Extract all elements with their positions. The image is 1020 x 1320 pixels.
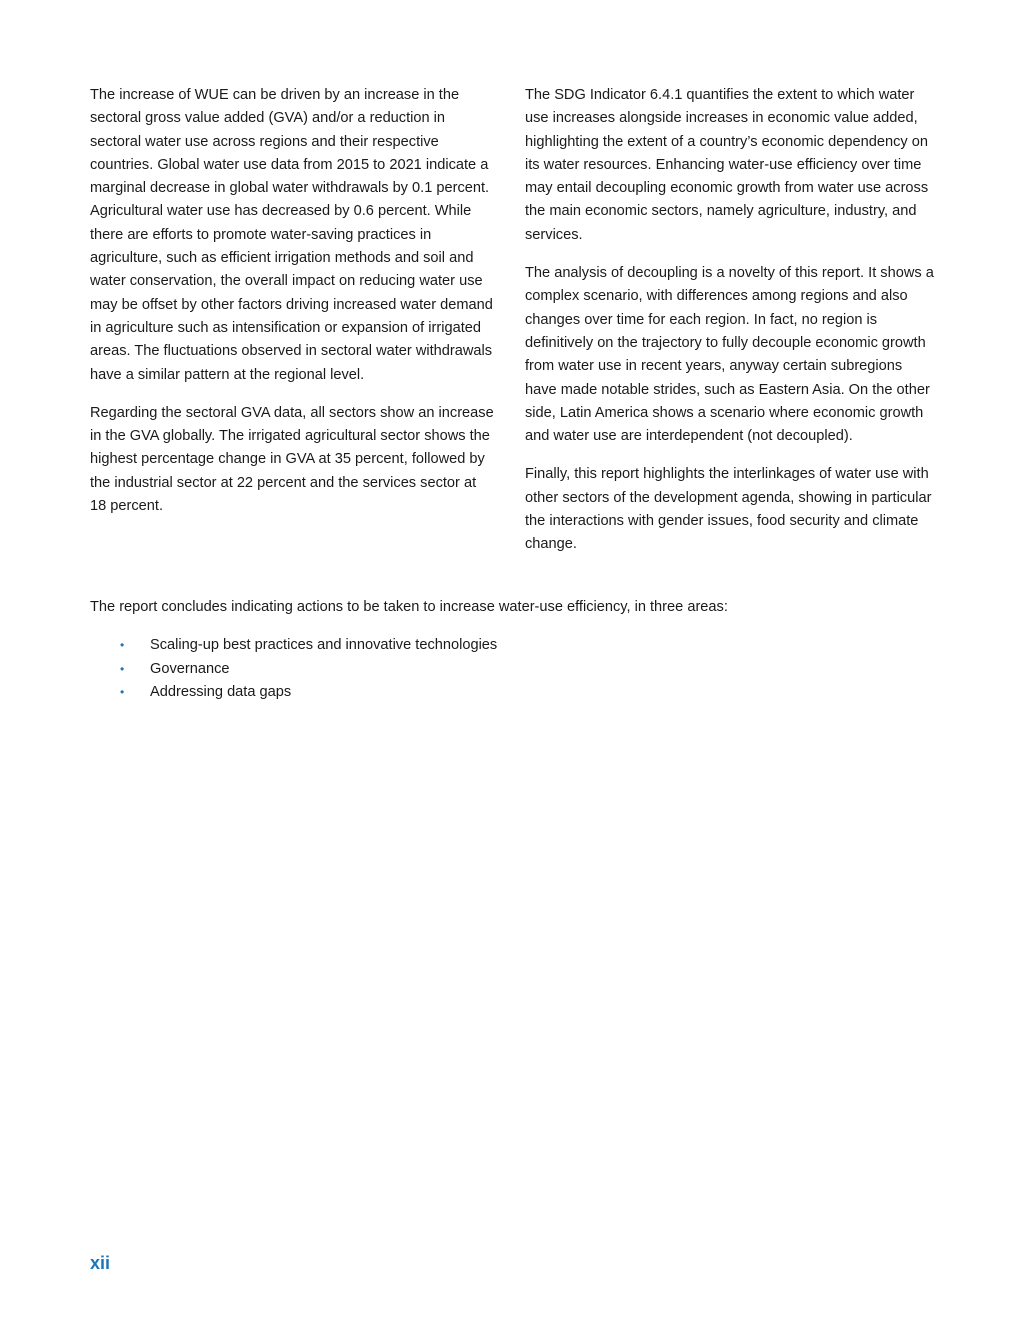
- right-column: [525, 84, 935, 572]
- conclusion-section: [90, 596, 940, 704]
- action-areas-list: [90, 634, 940, 704]
- paragraph-sdg-indicator: The SDG Indicator 6.4.1 quantifies the extent to which water use increases alongside increases in economic value added, highlighting the extent of a country’s economic dependency on its water resources. Enhancing water-use efficiency over time may entail decoupling economic growth from water use across the main economic sectors, namely agriculture, industry, and services.: [525, 87, 929, 243]
- bullet-icon: •: [120, 638, 125, 653]
- conclusion-intro: The report concludes indicating actions to be taken to increase water-use efficiency, in three areas:: [90, 599, 728, 615]
- paragraph-wue-drivers: The increase of WUE can be driven by an increase in the sectoral gross value added (GVA) and/or a reduction in sectoral water use across regions and their respective countries. Global water use data from 2015 to 2021 indicate a marginal decrease in global water withdrawals by 0.1 percent. Agricultural water use has decreased by 0.6 percent. While there are efforts to promote water-saving practices in agriculture, such as efficient irrigation methods and soil and water conservation, the overall impact on reducing water use may be offset by other factors driving increased water demand in agriculture such as intensification or expansion of irrigated areas. The fluctuations observed in sectoral water withdrawals have a similar pattern at the regional level.: [90, 87, 493, 383]
- left-column: [90, 84, 496, 533]
- page-number: xii: [90, 1253, 111, 1273]
- paragraph-sectoral-gva: Regarding the sectoral GVA data, all sectors show an increase in the GVA globally. The irrigated agricultural sector shows the highest percentage change in GVA at 35 percent, followed by the industrial sector at 22 percent and the services sector at 18 percent.: [90, 404, 494, 515]
- paragraph-interlinkages: Finally, this report highlights the interlinkages of water use with other sectors of the development agenda, showing in particular the interactions with gender issues, food security and climate change.: [525, 466, 932, 553]
- list-item-text: Scaling-up best practices and innovative technologies: [150, 637, 498, 654]
- paragraph-decoupling-analysis: The analysis of decoupling is a novelty of this report. It shows a complex scenario, with differences among regions and also changes over time for each region. In fact, no region is definitively on the trajectory to fully decouple economic growth from water use in recent years, anyway certain subregions have made notable strides, such as Eastern Asia. On the other side, Latin America shows a scenario where economic growth and water use are interdependent (not decoupled).: [525, 265, 934, 445]
- list-item: [90, 681, 940, 704]
- list-item: [90, 634, 940, 657]
- list-item: [90, 658, 940, 681]
- list-item-text: Addressing data gaps: [150, 683, 292, 700]
- bullet-icon: •: [120, 684, 125, 699]
- list-item-text: Governance: [150, 660, 230, 677]
- bullet-icon: •: [120, 661, 125, 676]
